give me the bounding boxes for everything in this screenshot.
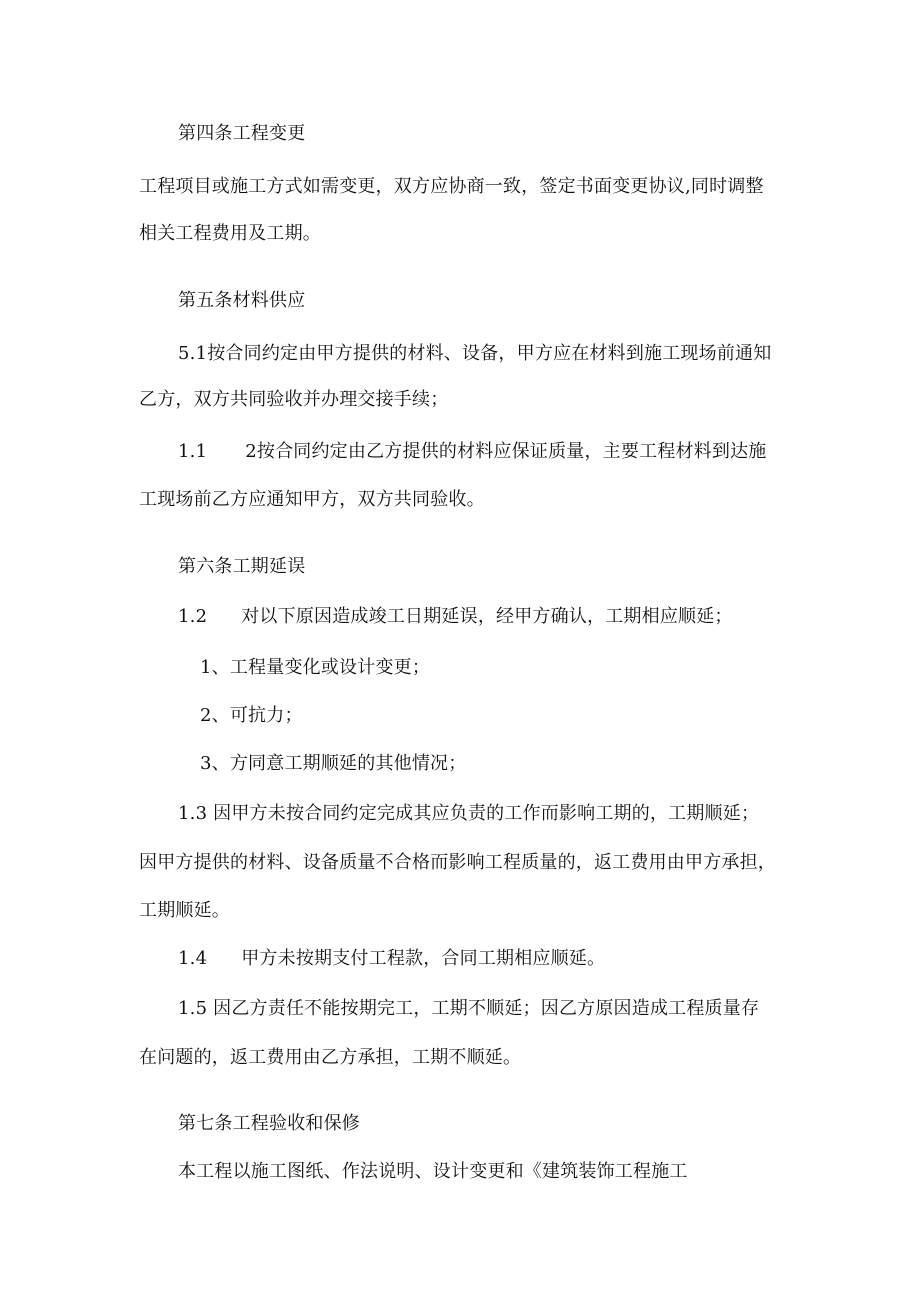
article5-heading: 第五条材料供应: [178, 290, 306, 311]
article6-item13-line1: 1.3 因甲方未按合同约定完成其应负责的工作而影响工期的，工期顺延；: [178, 803, 760, 824]
article4-heading: 第四条工程变更: [178, 123, 306, 144]
article5-item2-number: 1.1: [178, 441, 208, 462]
article5-item2-text: 2按合同约定由乙方提供的材料应保证质量，主要工程材料到达施: [245, 441, 767, 462]
article5-item2-line1: [178, 440, 766, 464]
article6-sub3: 3、方同意工期顺延的其他情况；: [200, 753, 467, 774]
article6-item12-text: 对以下原因造成竣工日期延误，经甲方确认，工期相应顺延；: [241, 606, 733, 627]
article4-body-line1: 工程项目或施工方式如需变更，双方应协商一致，签定书面变更协议,同时调整: [139, 176, 764, 197]
article6-item15-line2: 在问题的，返工费用由乙方承担，工期不顺延。: [139, 1047, 522, 1068]
article6-sub2: 2、可抗力；: [200, 705, 303, 726]
article7-body-line1: 本工程以施工图纸、作法说明、设计变更和《建筑装饰工程施工: [178, 1161, 688, 1182]
article4-body-line2: 相关工程费用及工期。: [139, 223, 321, 244]
article6-sub1: 1、工程量变化或设计变更；: [200, 657, 431, 678]
article6-item13-line3: 工期顺延。: [139, 900, 230, 921]
article5-item1-line1: 5.1按合同约定由甲方提供的材料、设备，甲方应在材料到施工现场前通知: [178, 343, 772, 364]
article5-item2-line2: 工现场前乙方应通知甲方，双方共同验收。: [139, 489, 485, 510]
article6-item14-number: 1.4: [178, 948, 208, 969]
article6-item14: [178, 947, 605, 971]
article6-item15-line1: 1.5 因乙方责任不能按期完工，工期不顺延；因乙方原因造成工程质量存: [178, 998, 760, 1019]
article6-heading: 第六条工期延误: [178, 556, 306, 577]
article6-item13-line2: 因甲方提供的材料、设备质量不合格而影响工程质量的，返工费用由甲方承担，: [139, 852, 776, 873]
article5-item1-line2: 乙方，双方共同验收并办理交接手续；: [139, 389, 449, 410]
article6-item12: [178, 605, 733, 629]
article6-item14-text: 甲方未按期支付工程款，合同工期相应顺延。: [241, 948, 606, 969]
article7-heading: 第七条工程验收和保修: [178, 1113, 360, 1134]
article6-item12-number: 1.2: [178, 606, 208, 627]
